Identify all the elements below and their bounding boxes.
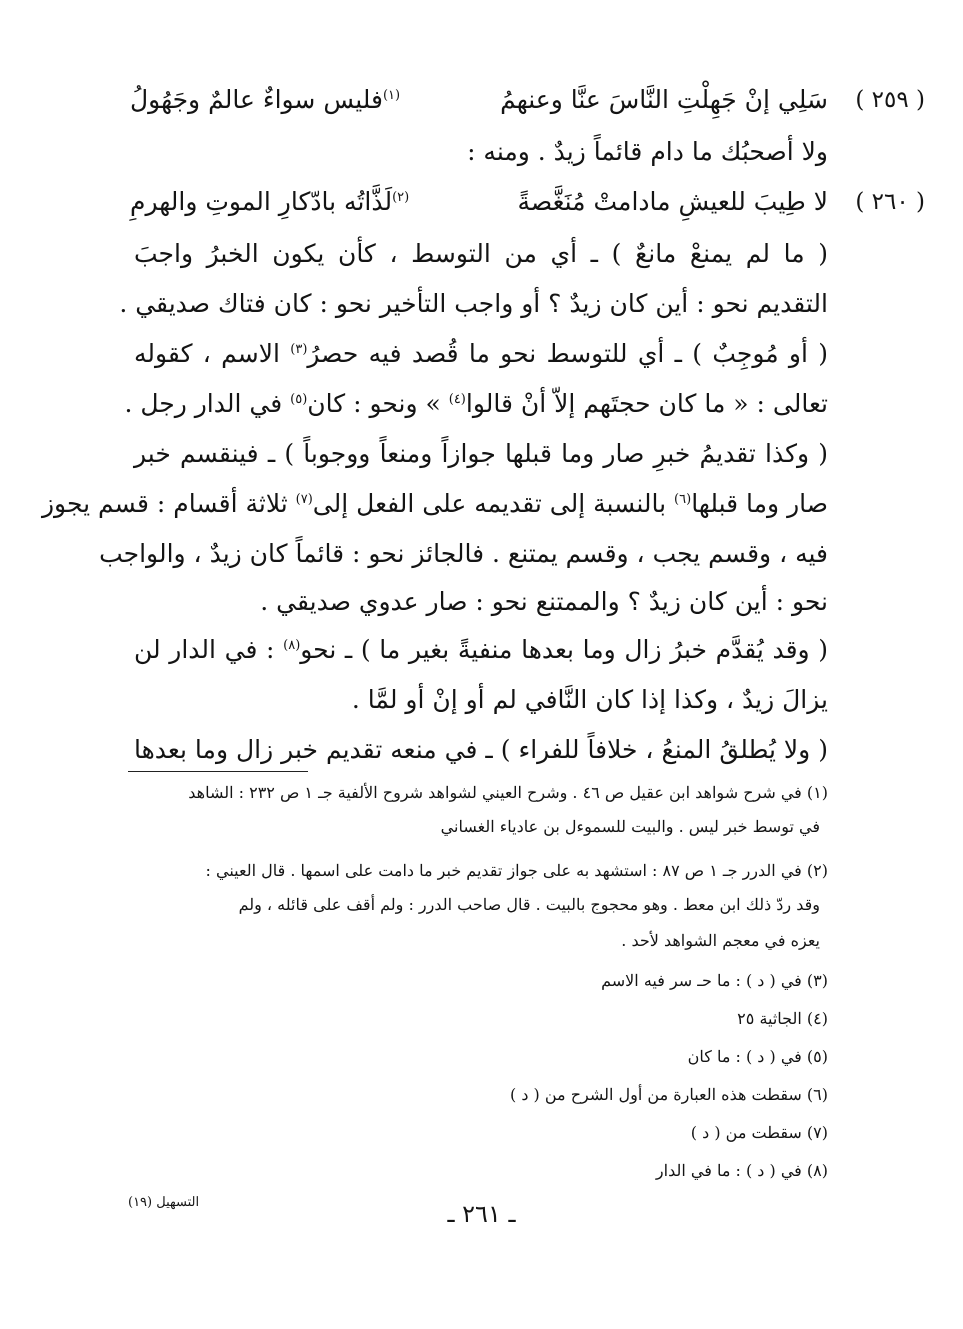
footnote-5: (٥) في ( د ) : ما كان [687,1047,828,1066]
body-text-line: نحو : أين كان زيدٌ ؟ والممتنع نحو : صار عدوي صديقي . [260,587,828,616]
body-text-line: التقديم نحو : أين كان زيدٌ ؟ أو واجب التأخير نحو : كان فتاك صديقي . [119,289,828,318]
verse-260-first-hemistich: لا طِيبَ للعيشِ مادامتْ مُنَغَّصةً [517,187,828,216]
body-text-line: تعالى : « ما كان حجتَهم إلاّ أنْ قالوا$^{(٤)}$ » ونحو : كان$^{(٥)}$ في الدار رجل . [124,389,828,418]
footnote-8: (٨) في ( د ) : ما في الدار [655,1161,828,1180]
footnote-ref-1: (١) [382,88,401,103]
body-text-line: ( وكذا تقديمُ خبرِ صار وما قبلها جوازاً ومنعاً ووجوباً ) ـ فينقسم خبر [134,439,828,468]
verse-260-second-hemistich: $^{(٢)}$لَذَّاتُه بادّكارِ الموتِ والهرمِ [130,187,410,216]
body-text-line: ولا أصحبُك ما دام قائماً زيدٌ . ومنه : [467,137,828,166]
body-text-line: فيه ، وقسم يجب ، وقسم يمتنع . فالجائز نحو : قائماً كان زيدٌ ، والواجب [99,539,828,568]
body-text-line: ( ولا يُطلقُ المنعُ ، خلافاً للفراء ) ـ في منعه تقديم خبر زال وما بعدها [134,735,828,764]
signature-mark: التسهيل (١٩) [128,1195,200,1210]
footnote-ref-7: (٧) [295,492,313,507]
footnote-ref-4: (٤) [448,392,466,407]
verse-259-first-hemistich: سَلِي إنْ جَهِلْتِ النَّاسَ عنَّا وعنهمُ [500,85,828,114]
body-text-line: يزالَ زيدٌ ، وكذا إذا كان النَّافي لم أو إنْ أو لمَّا . [351,685,828,714]
page-number: ـ ٢٦١ ـ [447,1200,516,1228]
footnote-2-continued: يعزه في معجم الشواهد لأحد . [621,931,820,950]
body-text-line: صار وما قبلها$^{(٦)}$ بالنسبة إلى تقديمه على الفعل إلى$^{(٧)}$ ثلاثة أقسام : قسم يجوز [41,489,828,518]
footnote-3: (٣) في ( د ) : ما حـ سر فيه الاسم [601,971,828,990]
footnote-7: (٧) سقطت من ( د ) [690,1123,828,1142]
verse-number-259: ( ٢٥٩ ) [855,87,925,113]
body-text-line: ( ما لم يمنعْ مانعٌ ) ـ أي من التوسط ، كأن يكون الخبرُ واجبَ [134,239,828,268]
footnote-ref-3: (٣) [290,342,308,357]
footnote-6: (٦) سقطت هذه العبارة من أول الشرح من ( د ) [509,1085,828,1104]
body-text-line: ( أو مُوجِبٌ ) ـ أي للتوسط نحو ما قُصد فيه حصرُ$^{(٣)}$ الاسم ، كقوله [134,339,828,368]
footnote-1: (١) في شرح شواهد ابن عقيل ص ٤٦ . وشرح العيني لشواهد شروح الألفية جـ ١ ص ٢٣٢ : الشاهد [188,783,828,802]
footnote-ref-8: (٨) [283,638,301,653]
body-text-line: ( وقد يُقدَّم خبرُ زال وما بعدها منفيةً بغير ما ) ـ نحو$^{(٨)}$ : في الدار لن [134,635,828,664]
verse-259-second-hemistich: $^{(١)}$فليس سواءٌ عالمٌ وجَهُولُ [130,85,401,114]
footnote-1-continued: في توسط خبر ليس . والبيت للسموءل بن عادياء الغساني [440,817,820,836]
footnote-4: (٤) الجاثية ٢٥ [737,1009,828,1028]
footnote-separator [128,771,308,772]
footnote-ref-2: (٢) [392,190,410,205]
verse-number-260: ( ٢٦٠ ) [855,189,925,215]
footnote-2-continued: وقد ردّ ذلك ابن معط . وهو محجوج بالبيت . قال صاحب الدرر : ولم أقف على قائله ، ولم [238,895,820,914]
footnote-ref-6: (٦) [674,492,692,507]
footnote-ref-5: (٥) [290,392,308,407]
footnote-2: (٢) في الدرر جـ ١ ص ٨٧ : استشهد به على جواز تقديم خبر ما دامت على اسمها . قال العيني : [205,861,828,880]
